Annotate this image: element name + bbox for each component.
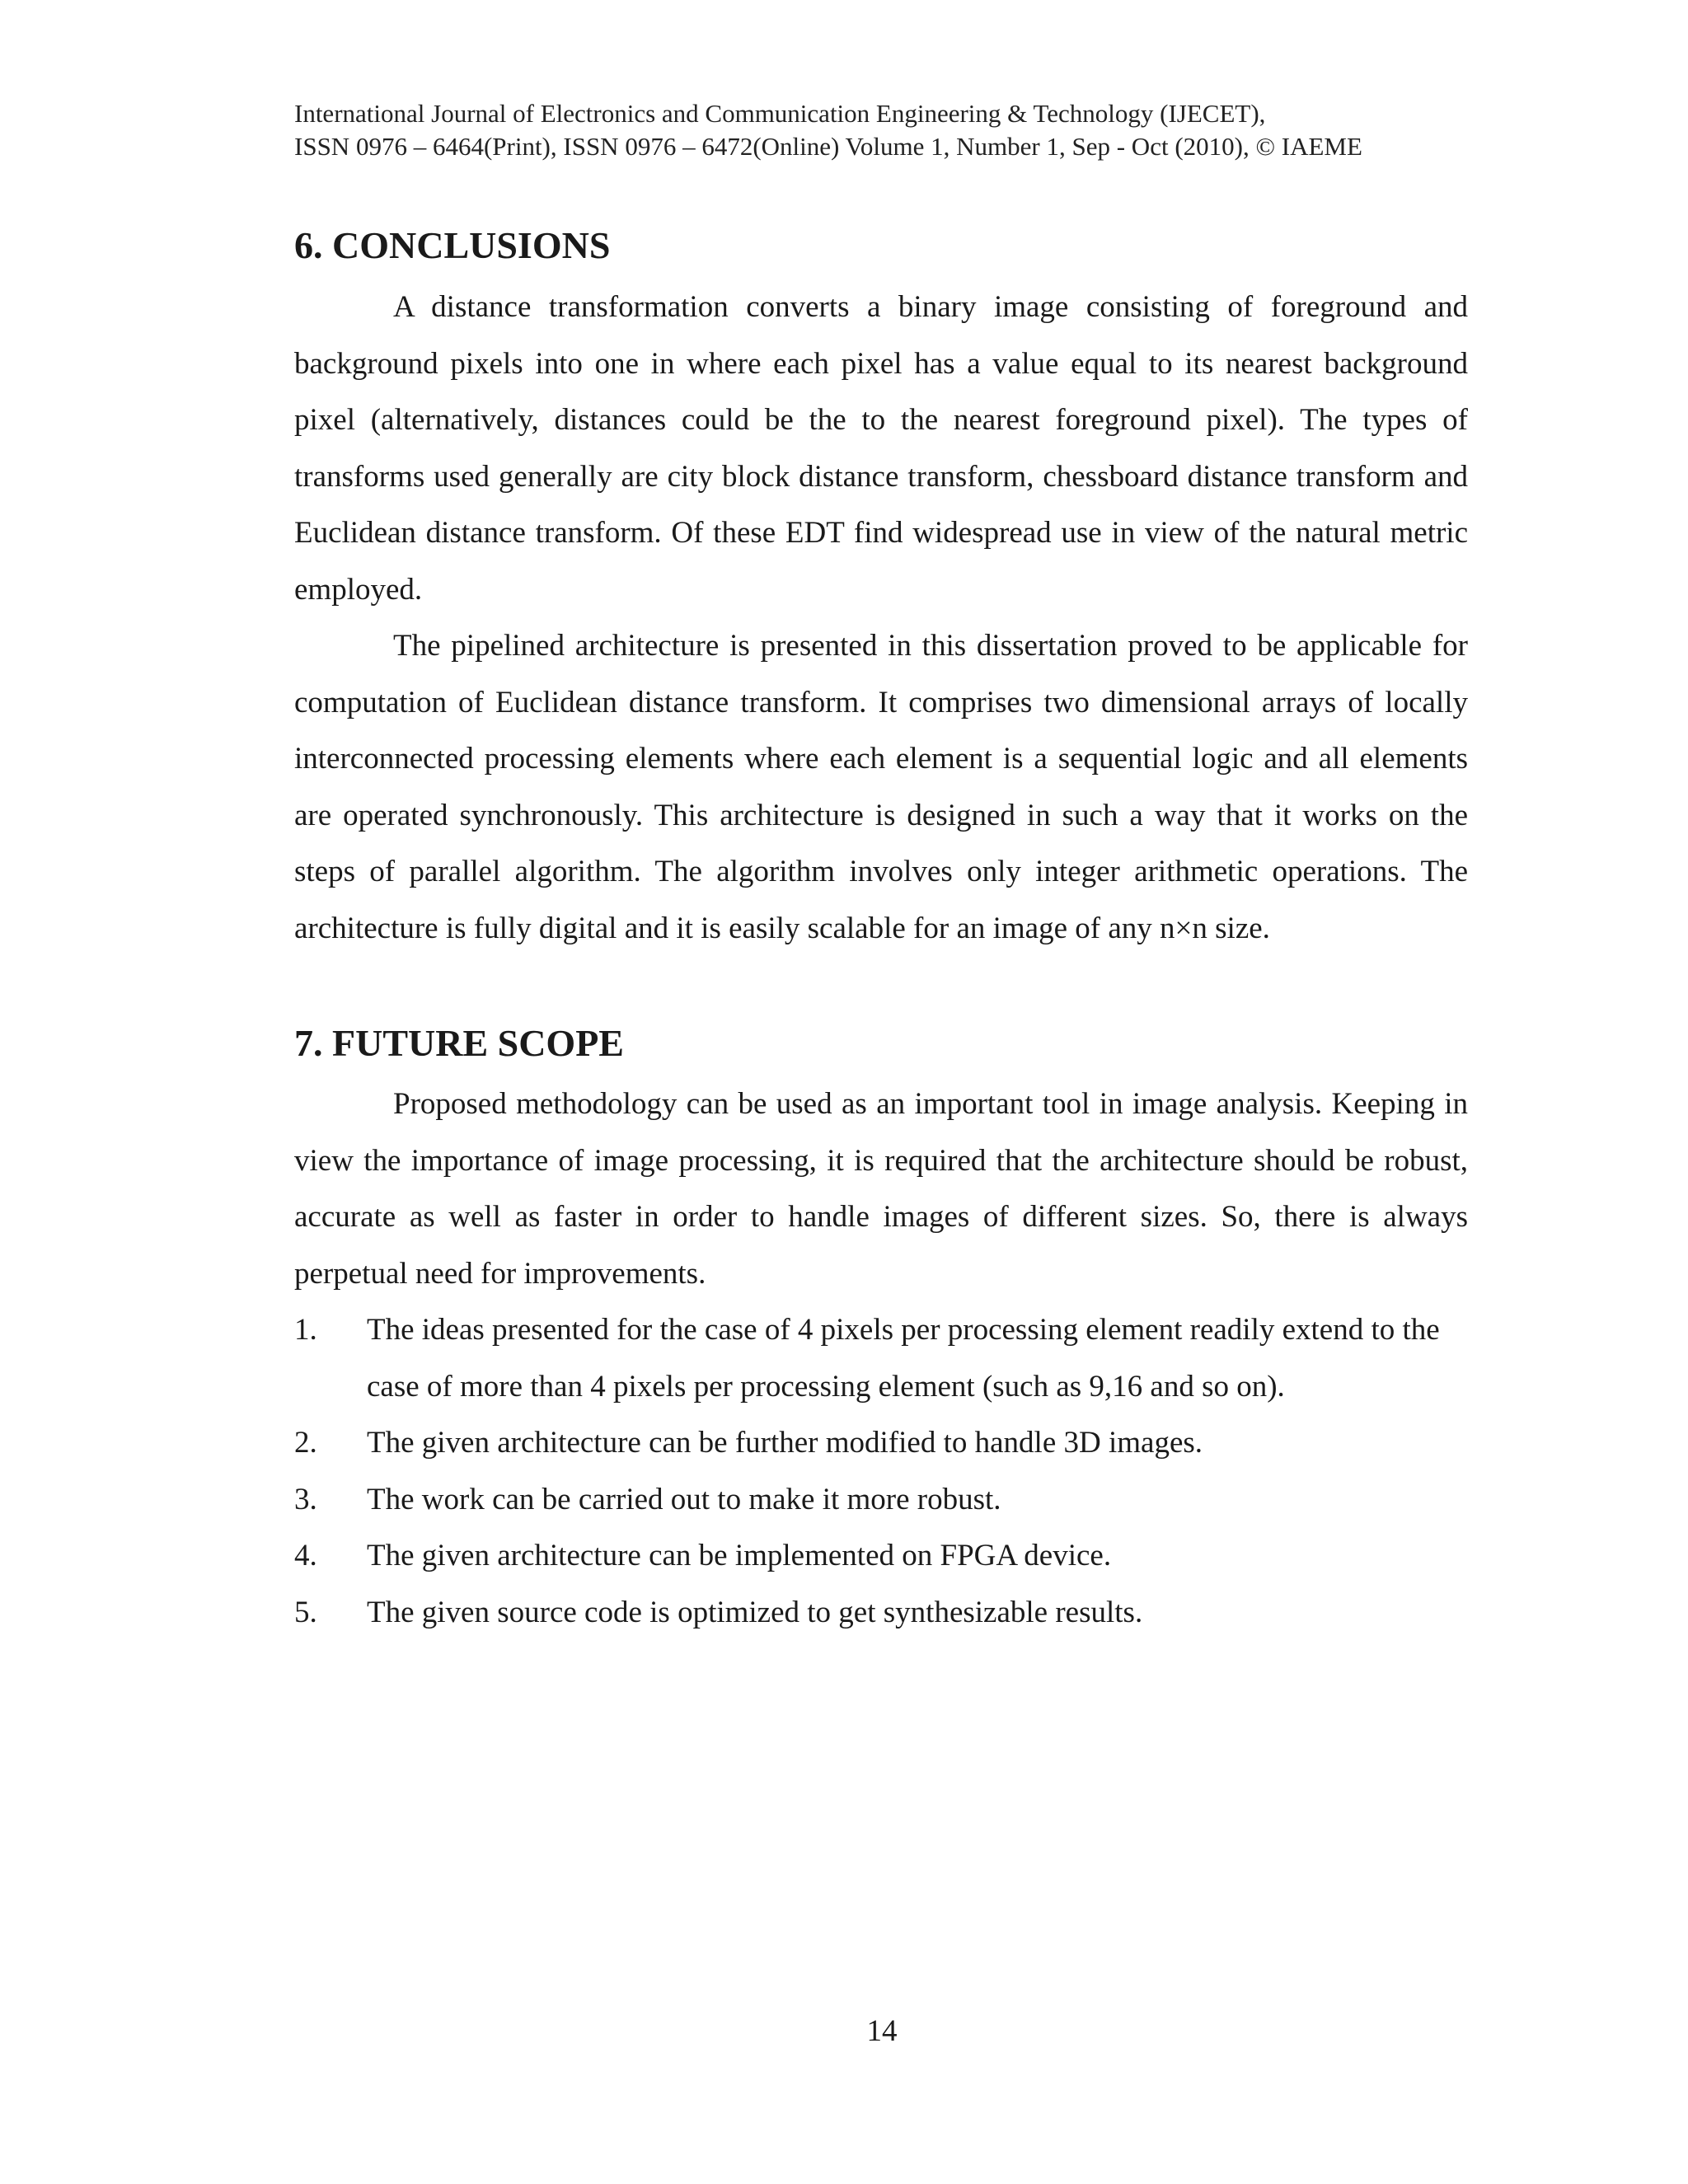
- list-item-number: 2.: [294, 1426, 317, 1460]
- conclusions-paragraph-2: The pipelined architecture is presented in this dissertation proved to be applicable for computation of Euclidean distance transform. It comprises two dimensional arrays of locally interconnected processing elements where each element is a sequential logic and all elements are operated synchronously. This architecture is designed in such a way that it works on the steps of parallel algorithm. The algorithm involves only integer arithmetic operations. The architecture is fully digital and it is easily scalable for an image of any n×n size.: [294, 629, 1468, 945]
- list-item-text: The given source code is optimized to get synthesizable results.: [367, 1595, 1143, 1629]
- journal-header-line-2: ISSN 0976 – 6464(Print), ISSN 0976 – 6472(Online) Volume 1, Number 1, Sep - Oct (2010), © IAEME: [294, 132, 1362, 161]
- future-scope-paragraph: Proposed methodology can be used as an important tool in image analysis. Keeping in view the importance of image processing, it is required that the architecture should be robust, accurate as well as faster in order to handle images of different sizes. So, there is always perpetual need for improvements.: [294, 1087, 1468, 1291]
- list-item: [294, 1472, 1468, 1529]
- list-item: [294, 1415, 1468, 1472]
- page-number: 14: [866, 2014, 898, 2048]
- list-item-text: The ideas presented for the case of 4 pixels per processing element readily extend to the case of more than 4 pixels per processing element (such as 9,16 and so on).: [367, 1313, 1440, 1404]
- list-item-number: 4.: [294, 1539, 317, 1572]
- list-item-text: The work can be carried out to make it more robust.: [367, 1482, 1001, 1516]
- list-item-text: The given architecture can be further modified to handle 3D images.: [367, 1426, 1203, 1460]
- future-scope-heading: 7. FUTURE SCOPE: [294, 1022, 624, 1064]
- list-item: [294, 1585, 1468, 1642]
- list-item-number: 5.: [294, 1595, 317, 1629]
- conclusions-paragraph-1: A distance transformation converts a binary image consisting of foreground and background pixels into one in where each pixel has a value equal to its nearest background pixel (alternatively, distances could be the to the nearest foreground pixel). The types of transforms used generally are city block distance transform, chessboard distance transform and Euclidean distance transform. Of these EDT find widespread use in view of the natural metric employed.: [294, 290, 1468, 607]
- journal-header: [294, 97, 1531, 163]
- journal-header-line-1: International Journal of Electronics and Communication Engineering & Technology (IJECET),: [294, 99, 1266, 128]
- list-item-number: 1.: [294, 1313, 317, 1347]
- list-item-text: The given architecture can be implemented on FPGA device.: [367, 1539, 1112, 1572]
- list-item: [294, 1528, 1468, 1585]
- list-item: [294, 1302, 1468, 1415]
- conclusions-heading: 6. CONCLUSIONS: [294, 224, 611, 266]
- future-scope-list: [294, 1302, 1468, 1641]
- list-item-number: 3.: [294, 1482, 317, 1516]
